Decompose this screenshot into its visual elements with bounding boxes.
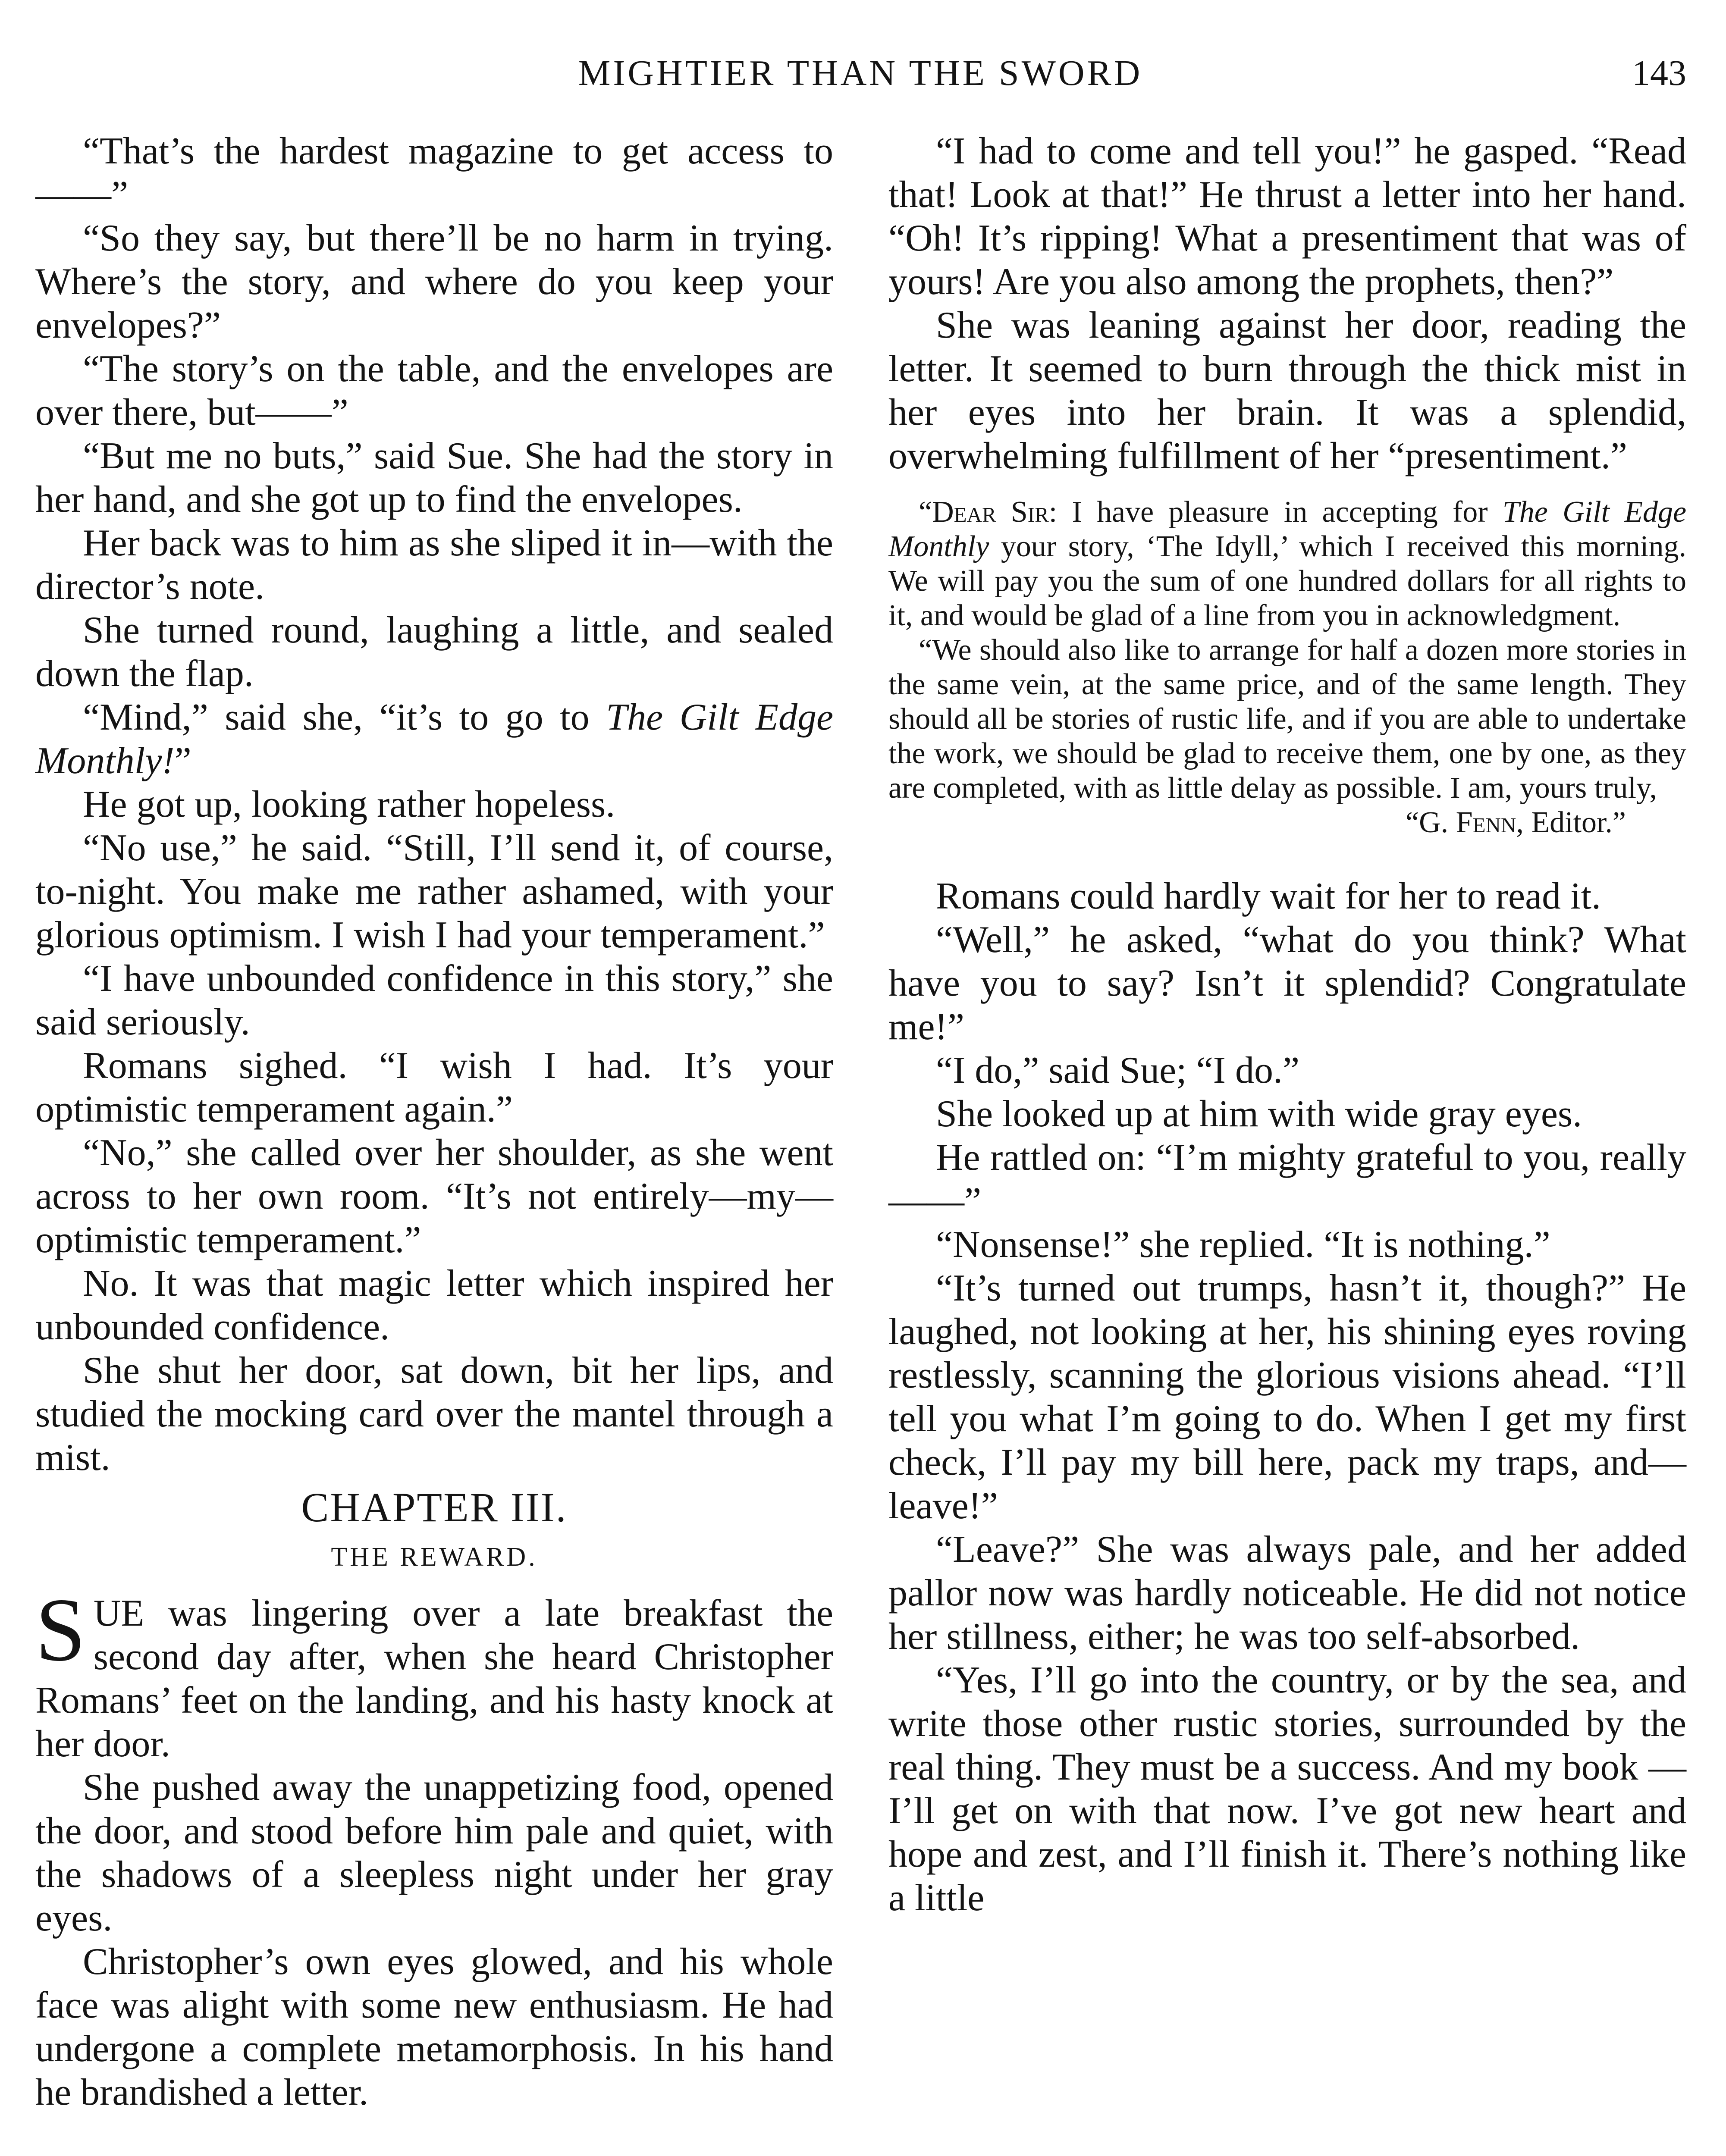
chapter-subtitle: THE REWARD. [331, 1542, 538, 1572]
chapter-title: CHAPTER III. [301, 1484, 568, 1530]
paragraph: She was leaning against her door, reading the letter. It seemed to burn through the thick mist in her eyes into her brain. It was a splendid, overwhelming fulfillment of her “presentiment.” [888, 304, 1686, 477]
letter-salutation: “Dear Sir: [919, 495, 1058, 529]
paragraph: “Nonsense!” she replied. “It is nothing.” [936, 1224, 1550, 1266]
chapter-opening-paragraph [35, 1580, 833, 1766]
paragraph: “So they say, but there’ll be no harm in trying. Where’s the story, and where do you keep your envelopes?” [35, 217, 833, 346]
paragraph: Her back was to him as she sliped it in—with the director’s note. [35, 522, 833, 608]
paragraph: “Leave?” She was always pale, and her added pallor now was hardly noticeable. He did not notice her stillness, either; he was too self-absorbed. [888, 1529, 1686, 1658]
drop-cap: S [35, 1580, 86, 1680]
paragraph: “I have unbounded confidence in this story,” she said seriously. [35, 958, 833, 1043]
paragraph: “I do,” said Sue; “I do.” [936, 1050, 1300, 1091]
paragraph-text: “Mind,” said she, “it’s to go to [83, 696, 590, 738]
paragraph: He got up, looking rather hopeless. [83, 783, 615, 825]
left-column [35, 129, 833, 2114]
paragraph: “No,” she called over her shoulder, as she went across to her own room. “It’s not entirely—my—optimistic temperament.” [35, 1132, 833, 1261]
letter-signature [888, 805, 1686, 840]
letter-paragraph [888, 495, 1686, 633]
paragraph: “Well,” he asked, “what do you think? What have you to say? Isn’t it splendid? Congratulate me!” [888, 919, 1686, 1048]
paragraph: “I had to come and tell you!” he gasped. “Read that! Look at that!” He thrust a letter into her hand. “Oh! It’s ripping! What a presentiment that was of yours! Are you also among the prophets, then?” [888, 130, 1686, 303]
signature-close: , Editor.” [1516, 806, 1626, 839]
editor-letter [888, 495, 1686, 840]
signature-name: Fenn [1456, 806, 1516, 839]
closing-quote: ” [174, 740, 191, 782]
paragraph: “Yes, I’ll go into the country, or by the sea, and write those other rustic stories, surrounded by the real thing. They must be a success. And my book —I’ll get on with that now. I’ve got new heart and hope and zest, and I’ll finish it. There’s nothing like a little [888, 1659, 1686, 1919]
running-header [35, 47, 1686, 99]
paragraph: She pushed away the unappetizing food, opened the door, and stood before him pale and quiet, with the shadows of a sleepless night under her gray eyes. [35, 1767, 833, 1939]
paragraph: No. It was that magic letter which inspired her unbounded confidence. [35, 1263, 833, 1348]
paragraph: Romans could hardly wait for her to read it. [936, 875, 1601, 917]
paragraph: “But me no buts,” said Sue. She had the story in her hand, and she got up to find the envelopes. [35, 435, 833, 520]
paragraph: Romans sighed. “I wish I had. It’s your optimistic temperament again.” [35, 1045, 833, 1130]
page-number: 143 [1632, 53, 1686, 93]
paragraph: She shut her door, sat down, bit her lips, and studied the mocking card over the mantel through a mist. [35, 1350, 833, 1479]
letter-text: I have pleasure in accepting for [1072, 495, 1488, 529]
right-column [888, 129, 1686, 1920]
paragraph: He rattled on: “I’m mighty grateful to you, really——” [888, 1137, 1686, 1222]
paragraph: She turned round, laughing a little, and sealed down the flap. [35, 609, 833, 695]
paragraph: Christopher’s own eyes glowed, and his whole face was alight with some new enthusiasm. He had undergone a complete metamorphosis. In his hand he brandished a letter. [35, 1941, 833, 2113]
signature-open: “G. [1406, 806, 1449, 839]
paragraph-text: UE was lingering over a late breakfast the second day after, when she heard Christopher Romans’ feet on the landing, and his hasty knock at her door. [35, 1592, 833, 1765]
magazine-title: The Gilt Edge Monthly! [35, 696, 834, 782]
running-title: MIGHTIER THAN THE SWORD [578, 53, 1143, 93]
letter-paragraph: “We should also like to arrange for half a dozen more stories in the same vein, at the same price, and of the same length. They should all be stories of rustic life, and if you are able to undertake the work, we should be glad to receive them, one by one, as they are completed, with as little delay as possible. I am, yours truly, [888, 633, 1686, 805]
paragraph: “It’s turned out trumps, hasn’t it, though?” He laughed, not looking at her, his shining eyes roving restlessly, scanning the glorious visions ahead. “I’ll tell you what I’m going to do. When I get my first check, I’ll pay my bill here, pack my traps, and—leave!” [888, 1267, 1686, 1527]
magazine-title: The Gilt Edge Monthly [888, 495, 1687, 563]
paragraph: “The story’s on the table, and the envelopes are over there, but——” [35, 348, 833, 433]
letter-text: your story, ‘The Idyll,’ which I received this morning. We will pay you the sum of one hundred dollars for all rights to it, and would be glad of a line from you in acknowledgment. [888, 530, 1687, 632]
paragraph: “No use,” he said. “Still, I’ll send it, of course, to-night. You make me rather ashamed, with your glorious optimism. I wish I had your temperament.” [35, 827, 833, 956]
paragraph [35, 696, 833, 783]
paragraph: She looked up at him with wide gray eyes. [936, 1093, 1582, 1135]
paragraph: “That’s the hardest magazine to get access to——” [35, 130, 833, 216]
